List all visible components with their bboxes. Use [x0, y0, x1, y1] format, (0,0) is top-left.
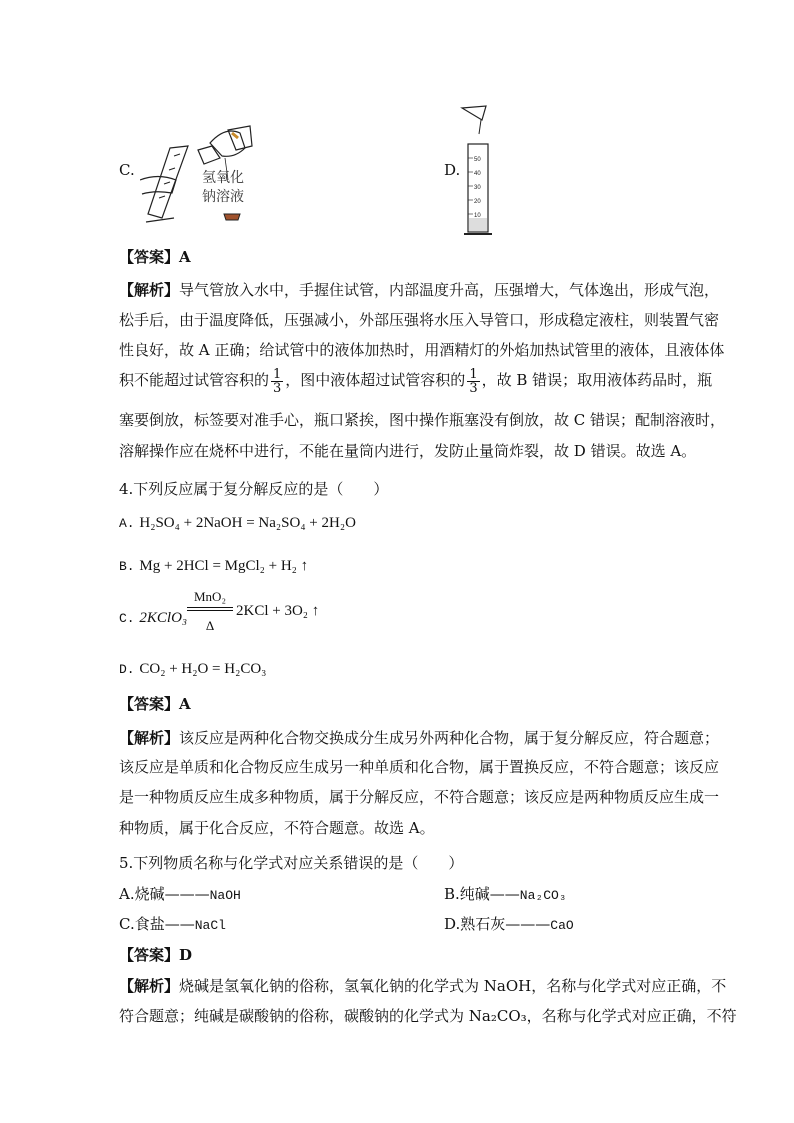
d-tick-20: 20 — [474, 199, 481, 205]
q5-analysis-tag: 【解析】 — [119, 977, 180, 995]
q4-opt-c-condition: Δ — [205, 618, 215, 633]
d-tick-50: 50 — [474, 157, 481, 163]
q3-line4b: ，图中液体超过试管容积的 — [285, 371, 466, 389]
q5-opt-c-formula: NaCl — [194, 918, 226, 933]
q5-opt-a-formula: NaOH — [209, 888, 241, 903]
q5-opt-d-dash: ——— — [505, 915, 551, 933]
q3-analysis-line1 — [119, 276, 719, 304]
d-tick-40: 40 — [474, 171, 481, 177]
q4-analysis-line4: 种物质，属于化合反应，不符合题意。故选 A。 — [119, 819, 435, 837]
q4-analysis-line2: 该反应是单质和化合物反应生成另一种单质和化合物，属于置换反应，不符合题意；该反应 — [119, 758, 720, 776]
q4-opt-c-right: 2KCl + 3O₂ ↑ — [236, 603, 320, 619]
q5-opt-b-dash: —— — [489, 885, 520, 903]
q4-option-b — [119, 551, 308, 581]
q5-option-a — [119, 880, 241, 910]
q4-analysis-tag: 【解析】 — [119, 729, 180, 747]
q4-opt-c-label: C. — [119, 611, 135, 626]
q3-frac2-num: 1 — [469, 366, 478, 382]
q4-line1-text: 该反应是两种化合物交换成分生成另外两种化合物，属于复分解反应，符合题意； — [179, 729, 720, 747]
figure-d-label: D. — [444, 161, 461, 179]
q4-analysis-line3: 是一种物质反应生成多种物质，属于分解反应，不符合题意；该反应是两种物质反应生成一 — [119, 788, 720, 806]
q3-analysis-line2: 松手后，由于温度降低，压强减小，外部压强将水压入导管口，形成稳定液柱，则装置气密 — [119, 311, 720, 329]
q3-analysis-line4 — [119, 366, 712, 395]
q3-analysis-tag: 【解析】 — [119, 281, 180, 299]
q5-line1-text: 烧碱是氢氧化钠的俗称，氢氧化钠的化学式为 NaOH，名称与化学式对应正确，不 — [179, 977, 727, 995]
q4-opt-b-label: B. — [119, 559, 135, 574]
q4-opt-b-eq: Mg + 2HCl = MgCl₂ + H₂ ↑ — [139, 558, 309, 574]
q5-option-d — [444, 910, 574, 940]
figure-c-label: C. — [119, 161, 135, 179]
figure-c-caption-line2: 钠溶液 — [202, 189, 244, 205]
q4-opt-a-eq: H₂SO₄ + 2NaOH = Na₂SO₄ + 2H₂O — [139, 515, 356, 531]
q3-fraction-1 — [271, 368, 283, 395]
q5-opt-c-label: C.食盐 — [119, 915, 165, 933]
q5-analysis-line2: 符合题意；纯碱是碳酸钠的俗称，碳酸钠的化学式为 Na₂CO₃，名称与化学式对应正确，不符 — [119, 1007, 737, 1025]
q4-opt-d-eq: CO₂ + H₂O = H₂CO₃ — [139, 661, 267, 677]
q3-analysis-line5: 塞要倒放，标签要对准手心，瓶口紧挨，图中操作瓶塞没有倒放，故 C 错误；配制溶液时， — [119, 411, 726, 429]
q5-opt-b-formula: Na₂CO₃ — [519, 888, 567, 903]
q5-option-b — [444, 880, 567, 910]
q5-opt-d-label: D.熟石灰 — [444, 915, 506, 933]
q3-frac1-den: 3 — [273, 380, 282, 396]
q3-line4c: ，故 B 错误；取用液体药品时，瓶 — [481, 371, 713, 389]
q5-opt-a-dash: ——— — [164, 885, 210, 903]
q4-stem: 4.下列反应属于复分解反应的是（ ） — [119, 480, 389, 498]
q5-opt-c-dash: —— — [164, 915, 195, 933]
q3-fraction-2 — [467, 368, 479, 395]
q3-line4a: 积不能超过试管容积的 — [119, 371, 270, 389]
q5-answer: 【答案】D — [119, 946, 193, 964]
q5-analysis-line1 — [119, 972, 726, 1000]
q3-frac2-den: 3 — [469, 380, 478, 396]
figure-d-graduated-cylinder — [458, 100, 498, 240]
q5-opt-b-label: B.纯碱 — [444, 885, 490, 903]
q5-option-c — [119, 910, 226, 940]
q4-opt-c-catalyst: MnO₂ — [194, 589, 226, 604]
q4-opt-c-left: 2KClO₃ — [139, 610, 188, 626]
d-tick-30: 30 — [474, 185, 481, 191]
q5-opt-a-label: A.烧碱 — [119, 885, 165, 903]
q3-line1-text: 导气管放入水中，手握住试管，内部温度升高，压强增大，气体逸出，形成气泡， — [179, 281, 720, 299]
q4-answer: 【答案】A — [119, 695, 191, 713]
q4-opt-c-arrow-line1 — [187, 607, 233, 608]
q4-opt-c-arrow-line2 — [187, 610, 233, 611]
q4-opt-a-label: A. — [119, 516, 135, 531]
q3-frac1-num: 1 — [273, 366, 282, 382]
q4-option-c — [119, 603, 187, 633]
q3-analysis-line6: 溶解操作应在烧杯中进行，不能在量筒内进行，发防止量筒炸裂，故 D 错误。故选 A。 — [119, 442, 697, 460]
figure-c-caption-line1: 氢氧化 — [202, 170, 244, 186]
q4-option-d — [119, 654, 266, 684]
q3-analysis-line3: 性良好，故 A 正确；给试管中的液体加热时，用酒精灯的外焰加热试管里的液体，且液体体 — [119, 341, 725, 359]
d-tick-10: 10 — [474, 213, 481, 219]
q5-opt-d-formula: CaO — [550, 918, 574, 933]
q4-option-a — [119, 508, 356, 538]
q3-answer: 【答案】A — [119, 248, 191, 266]
q5-stem: 5.下列物质名称与化学式对应关系错误的是（ ） — [119, 854, 464, 872]
q4-analysis-line1 — [119, 724, 719, 752]
q4-opt-d-label: D. — [119, 662, 135, 677]
